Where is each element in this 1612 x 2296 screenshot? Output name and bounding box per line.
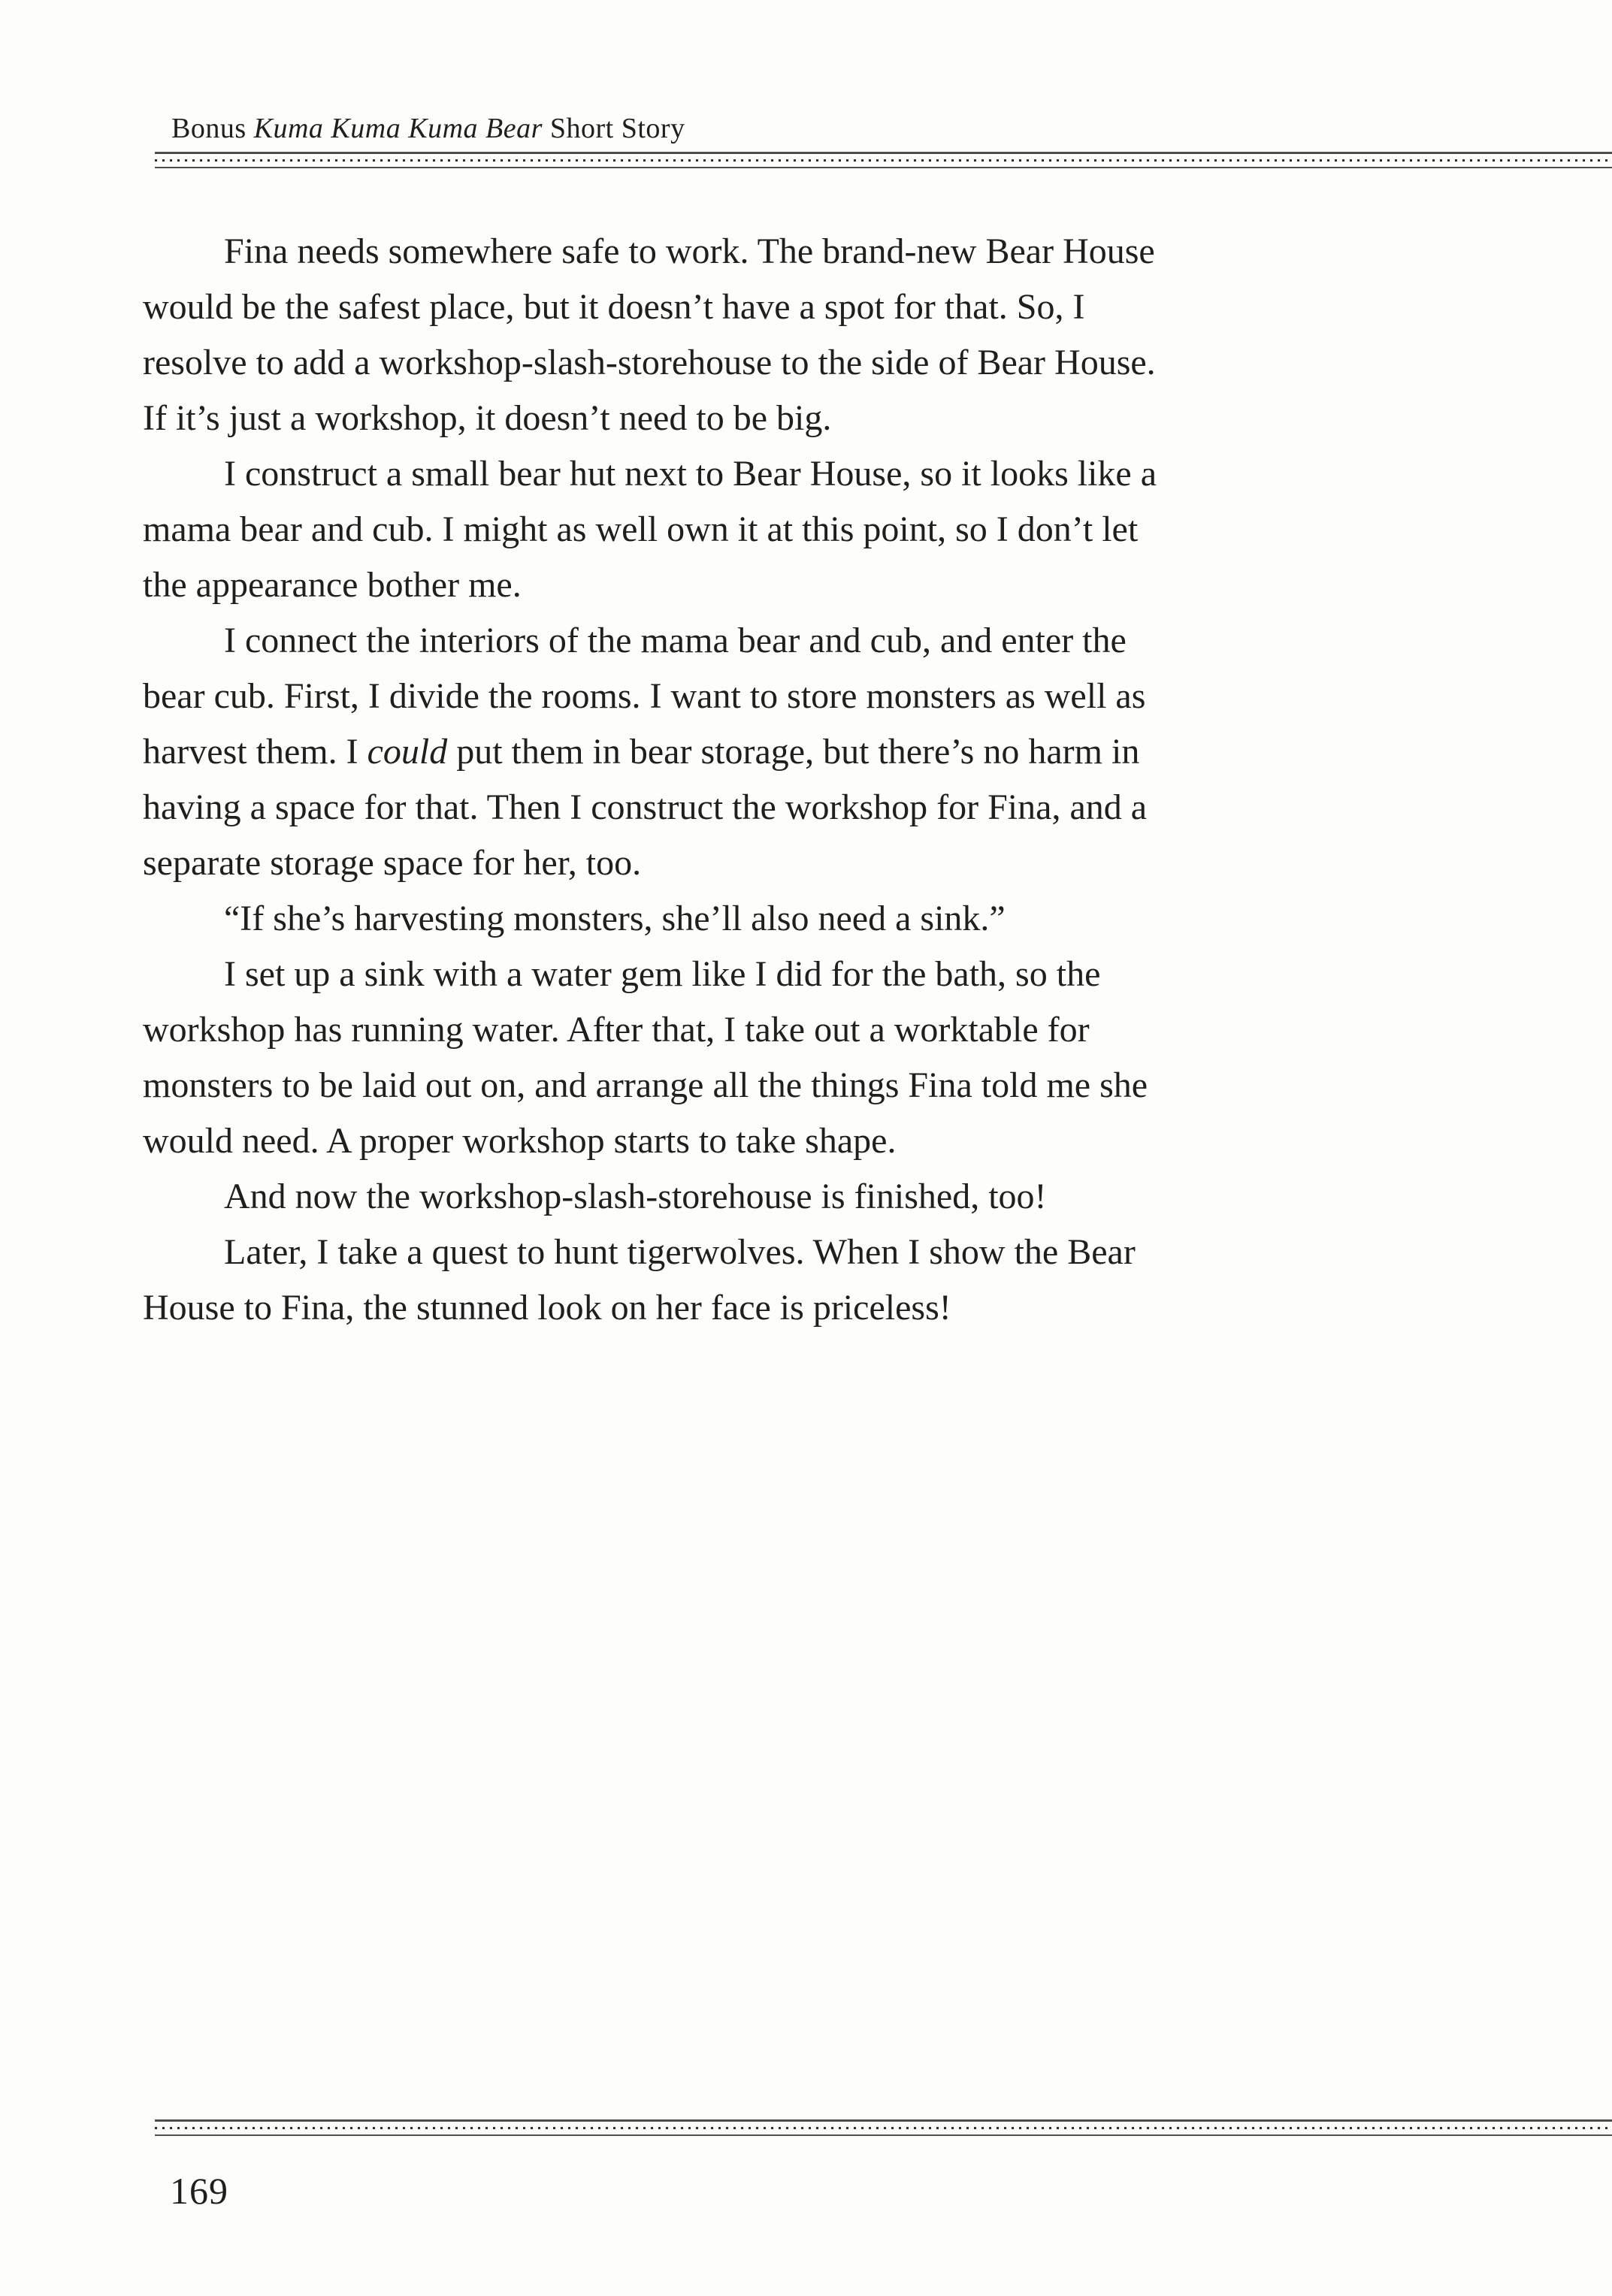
story-line: having a space for that. Then I construct the workshop for Fina, and a	[143, 787, 1148, 827]
story-line: I set up a sink with a water gem like I did for the bath, so the	[224, 954, 1101, 994]
header-divider-bottom-line	[155, 167, 1612, 168]
header-divider	[155, 152, 1612, 168]
footer-divider-top-line	[155, 2119, 1612, 2122]
paragraph	[143, 947, 1413, 1169]
story-line: Fina needs somewhere safe to work. The brand-new Bear House	[224, 231, 1155, 271]
story-line: bear cub. First, I divide the rooms. I want to store monsters as well as	[143, 676, 1146, 716]
footer-divider-bottom-line	[155, 2134, 1612, 2136]
story-line: separate storage space for her, too.	[143, 843, 642, 883]
paragraph	[143, 891, 1413, 947]
paragraph	[143, 613, 1413, 891]
story-line: If it’s just a workshop, it doesn’t need to be big.	[143, 398, 832, 438]
story-line: the appearance bother me.	[143, 565, 522, 605]
story-line: workshop has running water. After that, I take out a worktable for	[143, 1010, 1090, 1050]
story-line: resolve to add a workshop-slash-storehouse to the side of Bear House.	[143, 343, 1156, 382]
footer-divider	[155, 2119, 1612, 2136]
header-divider-dotted-line	[155, 159, 1612, 162]
paragraph	[143, 224, 1413, 446]
paragraph	[143, 1169, 1413, 1225]
running-header-prefix: Bonus	[171, 113, 254, 144]
story-line: I connect the interiors of the mama bear and cub, and enter the	[224, 621, 1127, 660]
story-line: harvest them. I could put them in bear storage, but there’s no harm in	[143, 732, 1140, 772]
running-header-suffix: Short Story	[542, 113, 685, 144]
story-line: And now the workshop-slash-storehouse is finished, too!	[224, 1177, 1047, 1216]
running-header-title	[171, 113, 685, 146]
story-line: Later, I take a quest to hunt tigerwolves. When I show the Bear	[224, 1232, 1136, 1272]
story-line: I construct a small bear hut next to Bear House, so it looks like a	[224, 454, 1157, 494]
paragraph	[143, 446, 1413, 613]
story-line: would need. A proper workshop starts to take shape.	[143, 1121, 897, 1161]
footer-divider-dotted-line	[155, 2127, 1612, 2129]
paragraph	[143, 1225, 1413, 1336]
story-line: would be the safest place, but it doesn’t have a spot for that. So, I	[143, 287, 1085, 327]
running-header-series-title: Kuma Kuma Kuma Bear	[253, 113, 543, 144]
story-line: “If she’s harvesting monsters, she’ll also need a sink.”	[224, 899, 1006, 938]
page-number: 169	[170, 2170, 228, 2212]
story-text	[143, 224, 1413, 1336]
story-line: House to Fina, the stunned look on her face is priceless!	[143, 1288, 951, 1328]
story-line: monsters to be laid out on, and arrange all the things Fina told me she	[143, 1065, 1148, 1105]
story-line: mama bear and cub. I might as well own it at this point, so I don’t let	[143, 509, 1139, 549]
header-divider-top-line	[155, 152, 1612, 154]
